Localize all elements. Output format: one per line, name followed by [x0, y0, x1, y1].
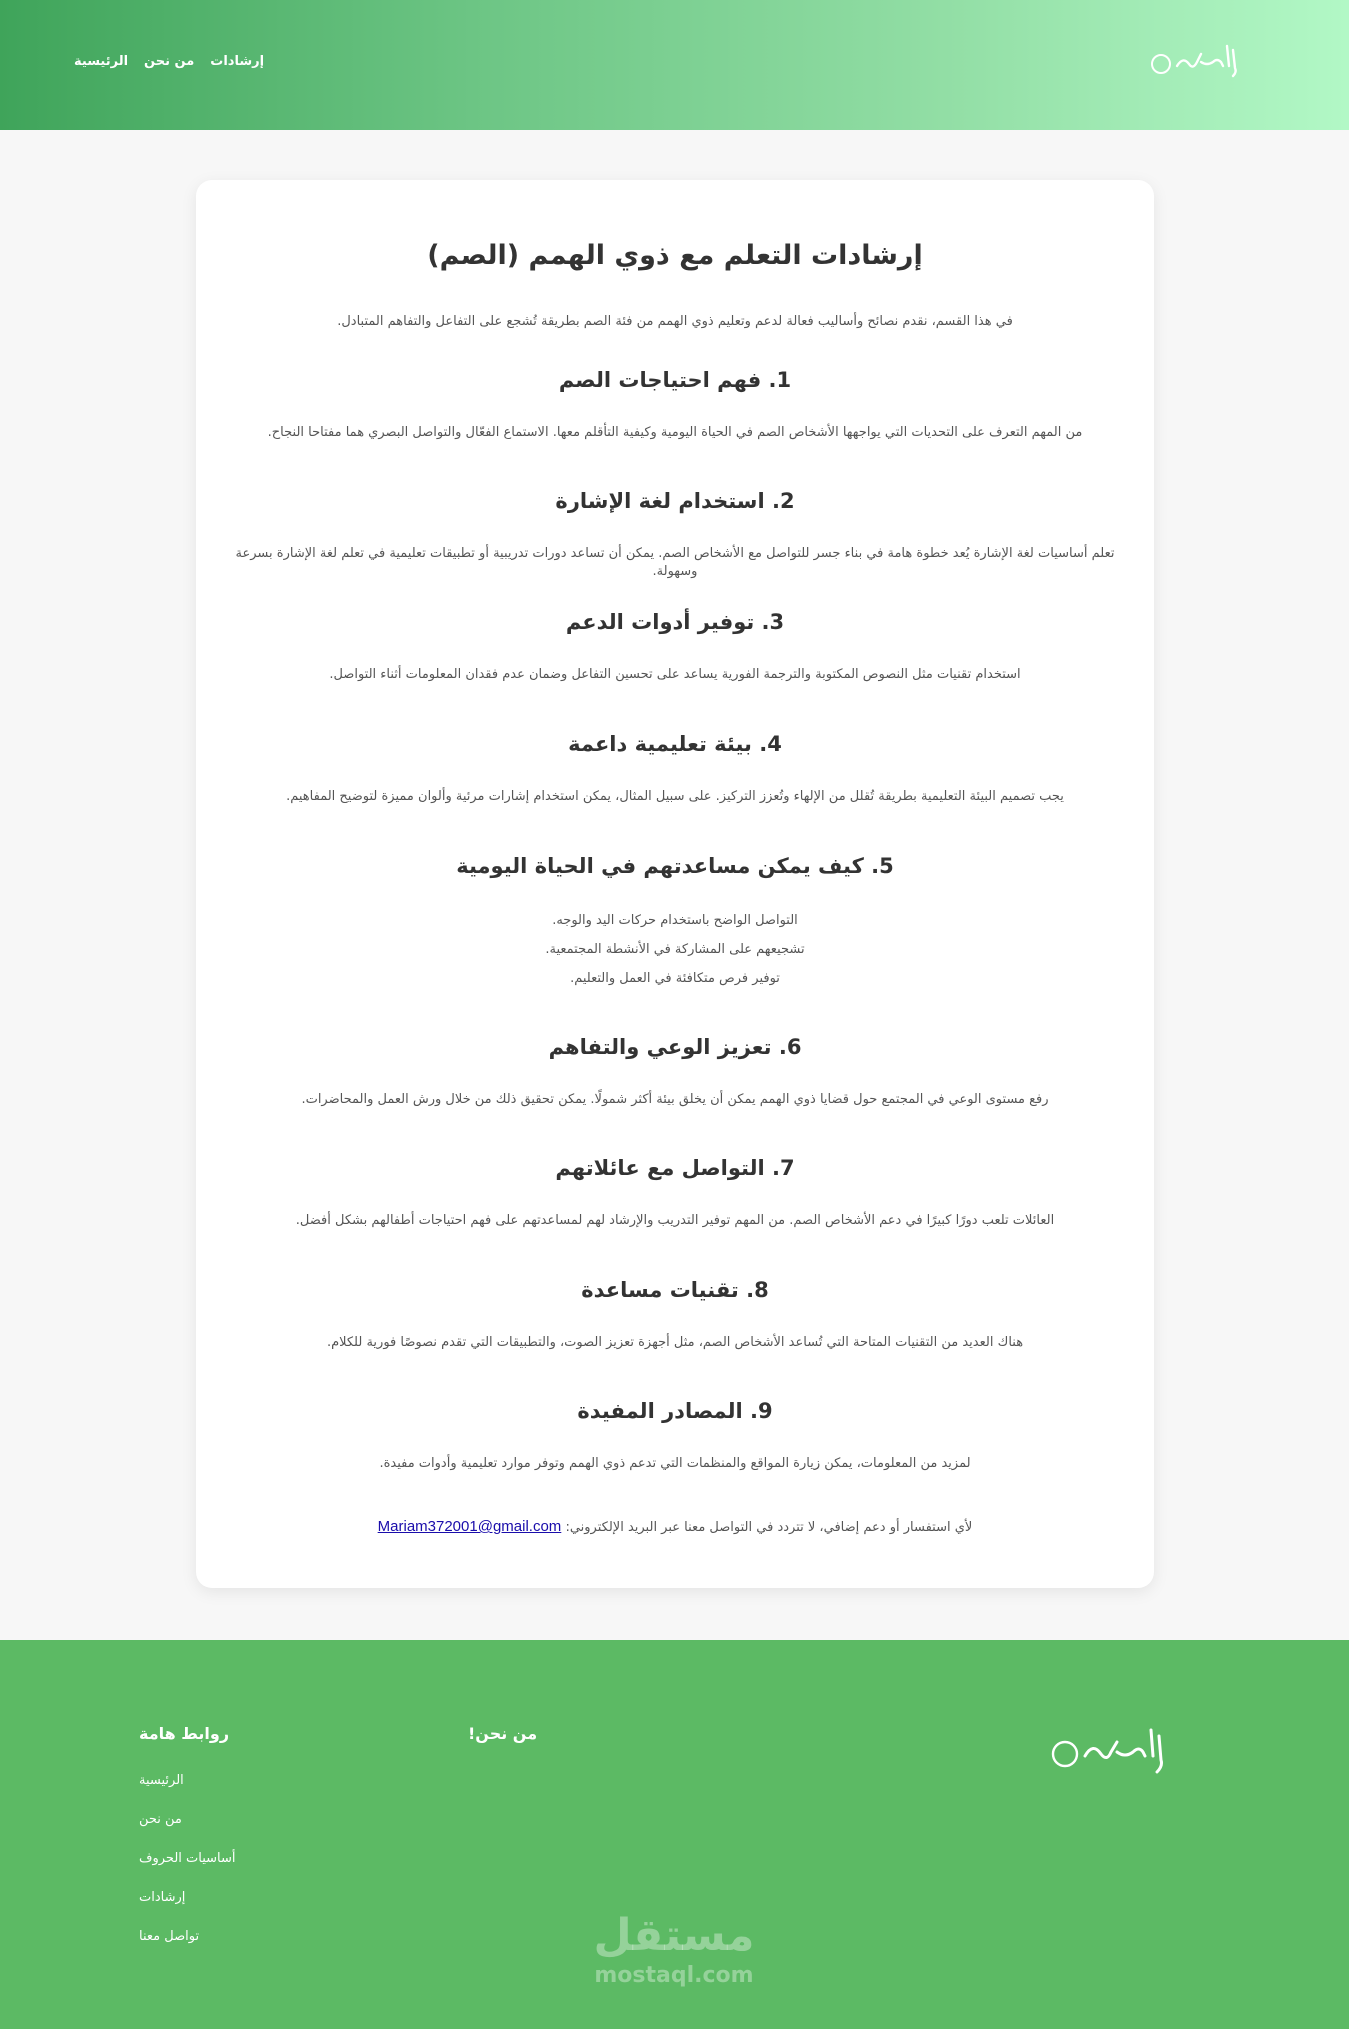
contact-text: لأي استفسار أو دعم إضافي، لا تتردد في التواصل معنا عبر البريد الإلكتروني:	[565, 1520, 973, 1535]
mostaql-watermark	[592, 1910, 756, 2010]
section-heading: 7. التواصل مع عائلاتهم	[555, 1156, 795, 1180]
footer-link-guidelines[interactable]: إرشادات	[139, 1890, 186, 1905]
section-text: العائلات تلعب دورًا كبيرًا في دعم الأشخاص الصم. من المهم توفير التدريب والإرشاد لهم لمساعدتهم على فهم احتياجات أطفالهم بشكل أفضل.	[295, 1213, 1055, 1228]
section-heading: 5. كيف يمكن مساعدتهم في الحياة اليومية	[456, 854, 894, 878]
contact-line	[196, 1518, 1154, 1535]
tips-list	[226, 906, 1124, 993]
section-text: يجب تصميم البيئة التعليمية بطريقة تُقلل من الإلهاء وتُعزز التركيز. على سبيل المثال، يمكن استخدام إشارات مرئية وألوان مميزة لتوضيح المفاهيم.	[286, 789, 1064, 804]
nav-link-about[interactable]: من نحن	[144, 54, 195, 69]
section-text: استخدام تقنيات مثل النصوص المكتوبة والترجمة الفورية يساعد على تحسين التفاعل وضمان عدم فقدان المعلومات أثناء التواصل.	[329, 667, 1021, 682]
list-item: تشجيعهم على المشاركة في الأنشطة المجتمعية.	[545, 942, 805, 957]
section-text: هناك العديد من التقنيات المتاحة التي تُساعد الأشخاص الصم، مثل أجهزة تعزيز الصوت، والتطبيقات التي تقدم نصوصًا فورية للكلام.	[326, 1335, 1024, 1350]
section-text: من المهم التعرف على التحديات التي يواجهها الأشخاص الصم في الحياة اليومية وكيفية التأقلم معها. الاستماع الفعّال والتواصل البصري هما مفتاحا النجاح.	[267, 425, 1083, 440]
page-title: إرشادات التعلم مع ذوي الهمم (الصم)	[427, 240, 923, 271]
footer-about-title[interactable]: من نحن!	[468, 1724, 538, 1743]
section-heading: 6. تعزيز الوعي والتفاهم	[548, 1035, 802, 1059]
nav-link-home[interactable]: الرئيسية	[74, 54, 129, 69]
section-heading: 4. بيئة تعليمية داعمة	[568, 732, 782, 756]
footer-links-title: روابط هامة	[139, 1724, 230, 1743]
section-2	[226, 487, 1124, 581]
section-3	[226, 608, 1124, 684]
footer-links	[139, 1724, 319, 1956]
section-heading: 3. توفير أدوات الدعم	[565, 610, 785, 634]
watermark-arabic: مستقل	[593, 1910, 755, 1961]
list-item: توفير فرص متكافئة في العمل والتعليم.	[570, 971, 780, 986]
nav-link-guidelines[interactable]: إرشادات	[210, 54, 265, 69]
logo-glyph	[1049, 1720, 1179, 1780]
section-heading: 8. تقنيات مساعدة	[581, 1278, 769, 1302]
section-6	[226, 1033, 1124, 1109]
guidelines-card	[196, 180, 1154, 1588]
section-8	[226, 1276, 1124, 1352]
site-footer	[0, 1640, 1349, 2029]
section-text: تعلم أساسيات لغة الإشارة يُعد خطوة هامة في بناء جسر للتواصل مع الأشخاص الصم. يمكن أن تساعد دورات تدريبية أو تطبيقات تعليمية في تعلم لغة الإشارة بسرعة وسهولة.	[235, 546, 1115, 579]
main-nav	[74, 54, 264, 69]
section-9	[226, 1397, 1124, 1473]
section-5	[226, 852, 1124, 993]
section-heading: 9. المصادر المفيدة	[577, 1399, 773, 1423]
footer-logo[interactable]	[1049, 1720, 1179, 1780]
contact-email-link[interactable]: Mariam372001@gmail.com	[377, 1518, 562, 1535]
footer-link-letters[interactable]: أساسيات الحروف	[139, 1851, 236, 1866]
logo-glyph	[1149, 36, 1249, 86]
footer-link-about[interactable]: من نحن	[139, 1812, 182, 1827]
site-logo[interactable]	[1149, 36, 1249, 86]
section-text: لمزيد من المعلومات، يمكن زيارة المواقع والمنظمات التي تدعم ذوي الهمم وتوفر موارد تعليمية وأدوات مفيدة.	[379, 1456, 971, 1471]
section-7	[226, 1154, 1124, 1230]
watermark-english: mostaql.com	[594, 1963, 754, 1988]
footer-link-contact[interactable]: تواصل معنا	[139, 1929, 200, 1944]
section-heading: 1. فهم احتياجات الصم	[558, 368, 792, 392]
list-item: التواصل الواضح باستخدام حركات اليد والوجه.	[552, 913, 798, 928]
section-4	[226, 730, 1124, 806]
section-heading: 2. استخدام لغة الإشارة	[555, 489, 795, 513]
site-header	[0, 0, 1349, 130]
section-text: رفع مستوى الوعي في المجتمع حول قضايا ذوي الهمم يمكن أن يخلق بيئة أكثر شمولًا. يمكن تحقيق ذلك من خلال ورش العمل والمحاضرات.	[301, 1092, 1049, 1107]
footer-link-home[interactable]: الرئيسية	[139, 1773, 184, 1788]
section-1	[226, 366, 1124, 442]
intro-text: في هذا القسم، نقدم نصائح وأساليب فعالة لدعم وتعليم ذوي الهمم من فئة الصم بطريقة تُشجع على التفاعل والتفاهم المتبادل.	[337, 314, 1013, 329]
